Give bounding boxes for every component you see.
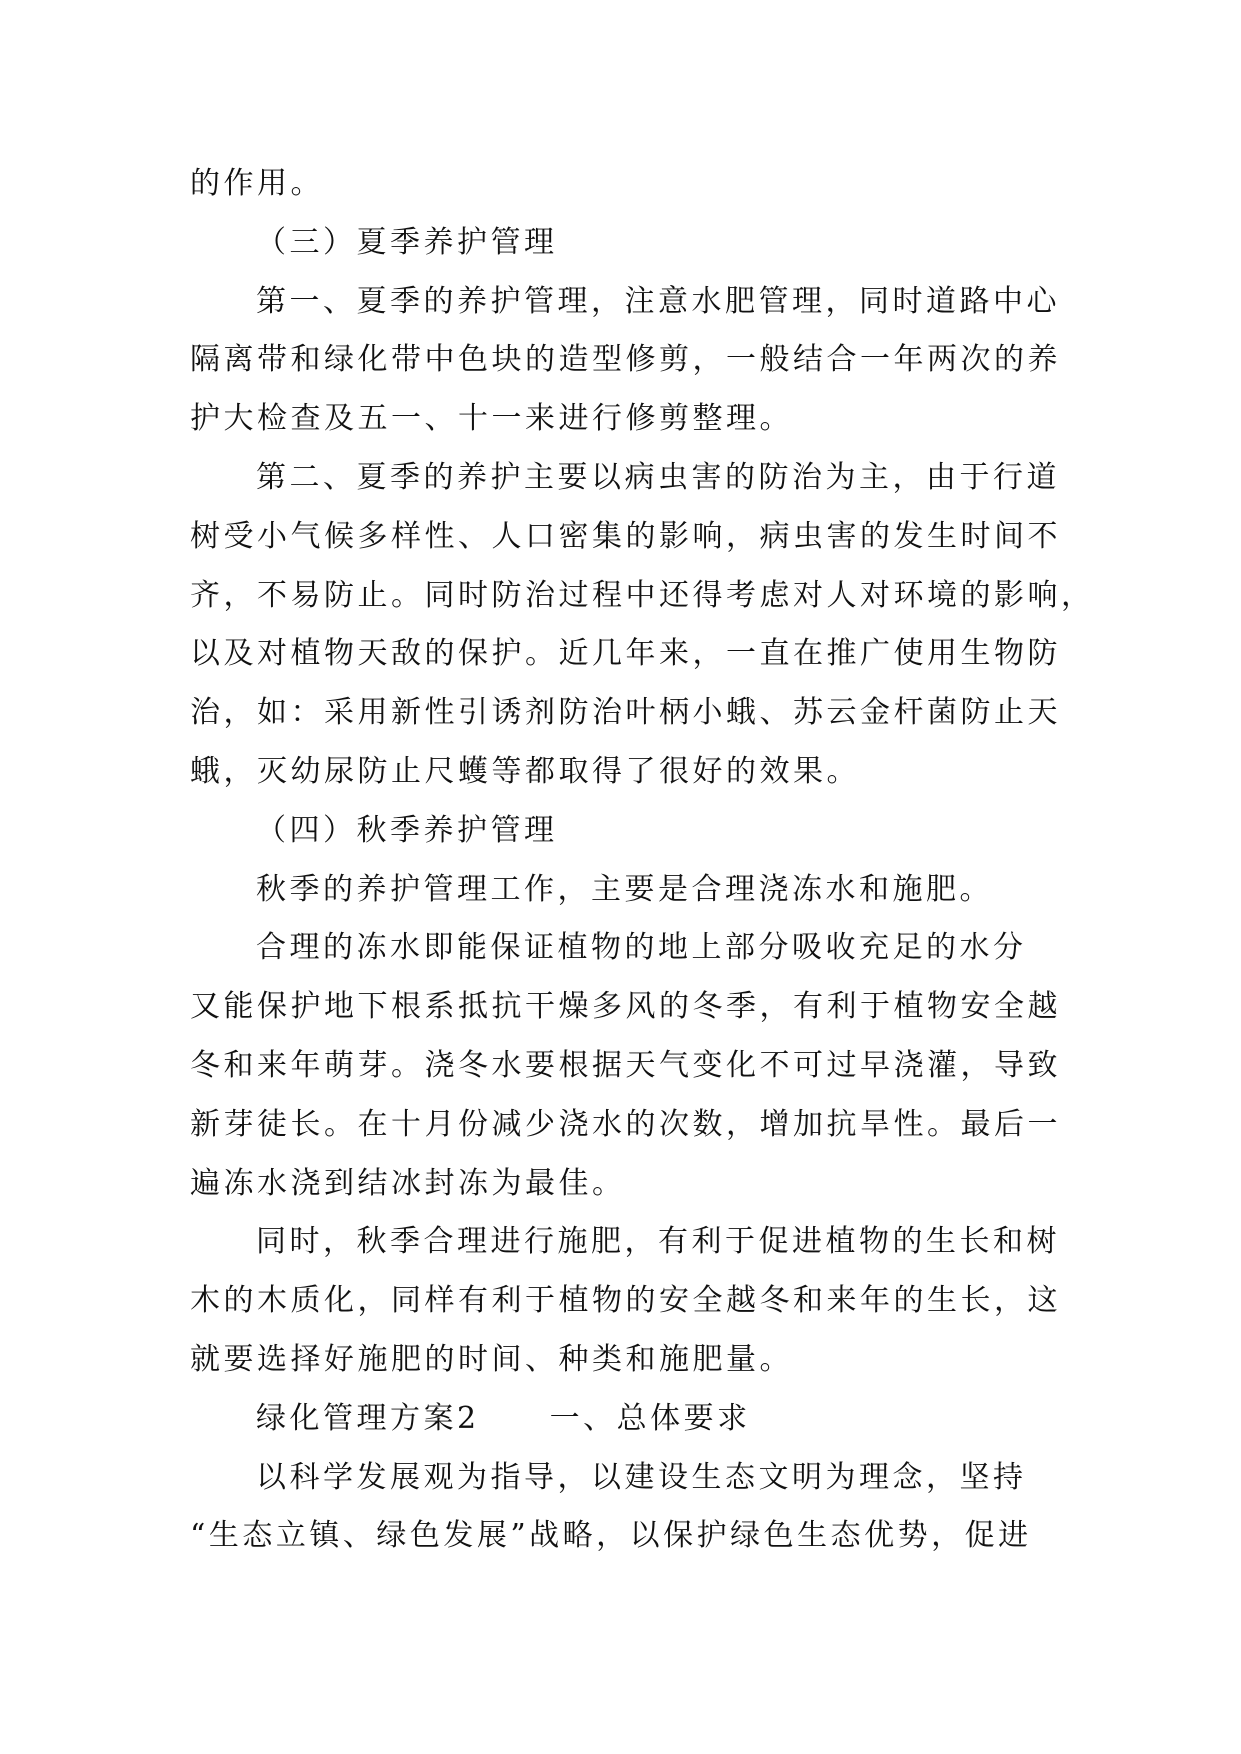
text-line: 齐，不易防止。同时防治过程中还得考虑对人对环境的影响，: [190, 577, 1095, 613]
text-line: 又能保护地下根系抵抗干燥多风的冬季，有利于植物安全越: [190, 989, 1061, 1025]
text-line: 的作用。: [190, 166, 324, 201]
section-heading-autumn: （四）秋季养护管理: [256, 812, 558, 848]
text-line: 治，如：采用新性引诱剂防治叶柄小蛾、苏云金杆菌防止天: [190, 695, 1061, 731]
plan-subtitle: 一、总体要求: [549, 1400, 751, 1436]
text-line: 树受小气候多样性、人口密集的影响，病虫害的发生时间不: [190, 518, 1061, 554]
text-line: 新芽徒长。在十月份减少浇水的次数，增加抗旱性。最后一: [190, 1106, 1061, 1142]
paragraph-first-line: 合理的冻水即能保证植物的地上部分吸收充足的水分: [256, 930, 1027, 966]
text-line: 护大检查及五一、十一来进行修剪整理。: [190, 401, 793, 437]
text-line: 冬和来年萌芽。浇冬水要根据天气变化不可过早浇灌，导致: [190, 1047, 1061, 1083]
paragraph-first-line: 同时，秋季合理进行施肥，有利于促进植物的生长和树: [256, 1224, 1060, 1260]
plan-title-line: [190, 1390, 1050, 1449]
section-heading-summer: （三）夏季养护管理: [256, 224, 558, 260]
text-line: 遍冻水浇到结冰封冻为最佳。: [190, 1165, 626, 1201]
text-line: 隔离带和绿化带中色块的造型修剪，一般结合一年两次的养: [190, 342, 1061, 378]
text-line: “生态立镇、绿色发展”战略，以保护绿色生态优势，促进: [190, 1518, 1032, 1554]
plan-title: 绿化管理方案2: [256, 1400, 480, 1436]
text-line: 蛾，灭幼尿防止尺蠖等都取得了很好的效果。: [190, 753, 860, 789]
paragraph-first-line: 以科学发展观为指导，以建设生态文明为理念，坚持: [256, 1459, 1027, 1495]
text-line: 就要选择好施肥的时间、种类和施肥量。: [190, 1341, 793, 1377]
document-body: [190, 155, 1095, 1566]
text-line: 以及对植物天敌的保护。近几年来，一直在推广使用生物防: [190, 636, 1061, 672]
text-line: 木的木质化，同样有利于植物的安全越冬和来年的生长，这: [190, 1283, 1061, 1319]
paragraph-first-line: 秋季的养护管理工作，主要是合理浇冻水和施肥。: [256, 871, 993, 907]
paragraph-first-line: 第一、夏季的养护管理，注意水肥管理，同时道路中心: [256, 283, 1060, 319]
paragraph-first-line: 第二、夏季的养护主要以病虫害的防治为主，由于行道: [256, 459, 1060, 495]
